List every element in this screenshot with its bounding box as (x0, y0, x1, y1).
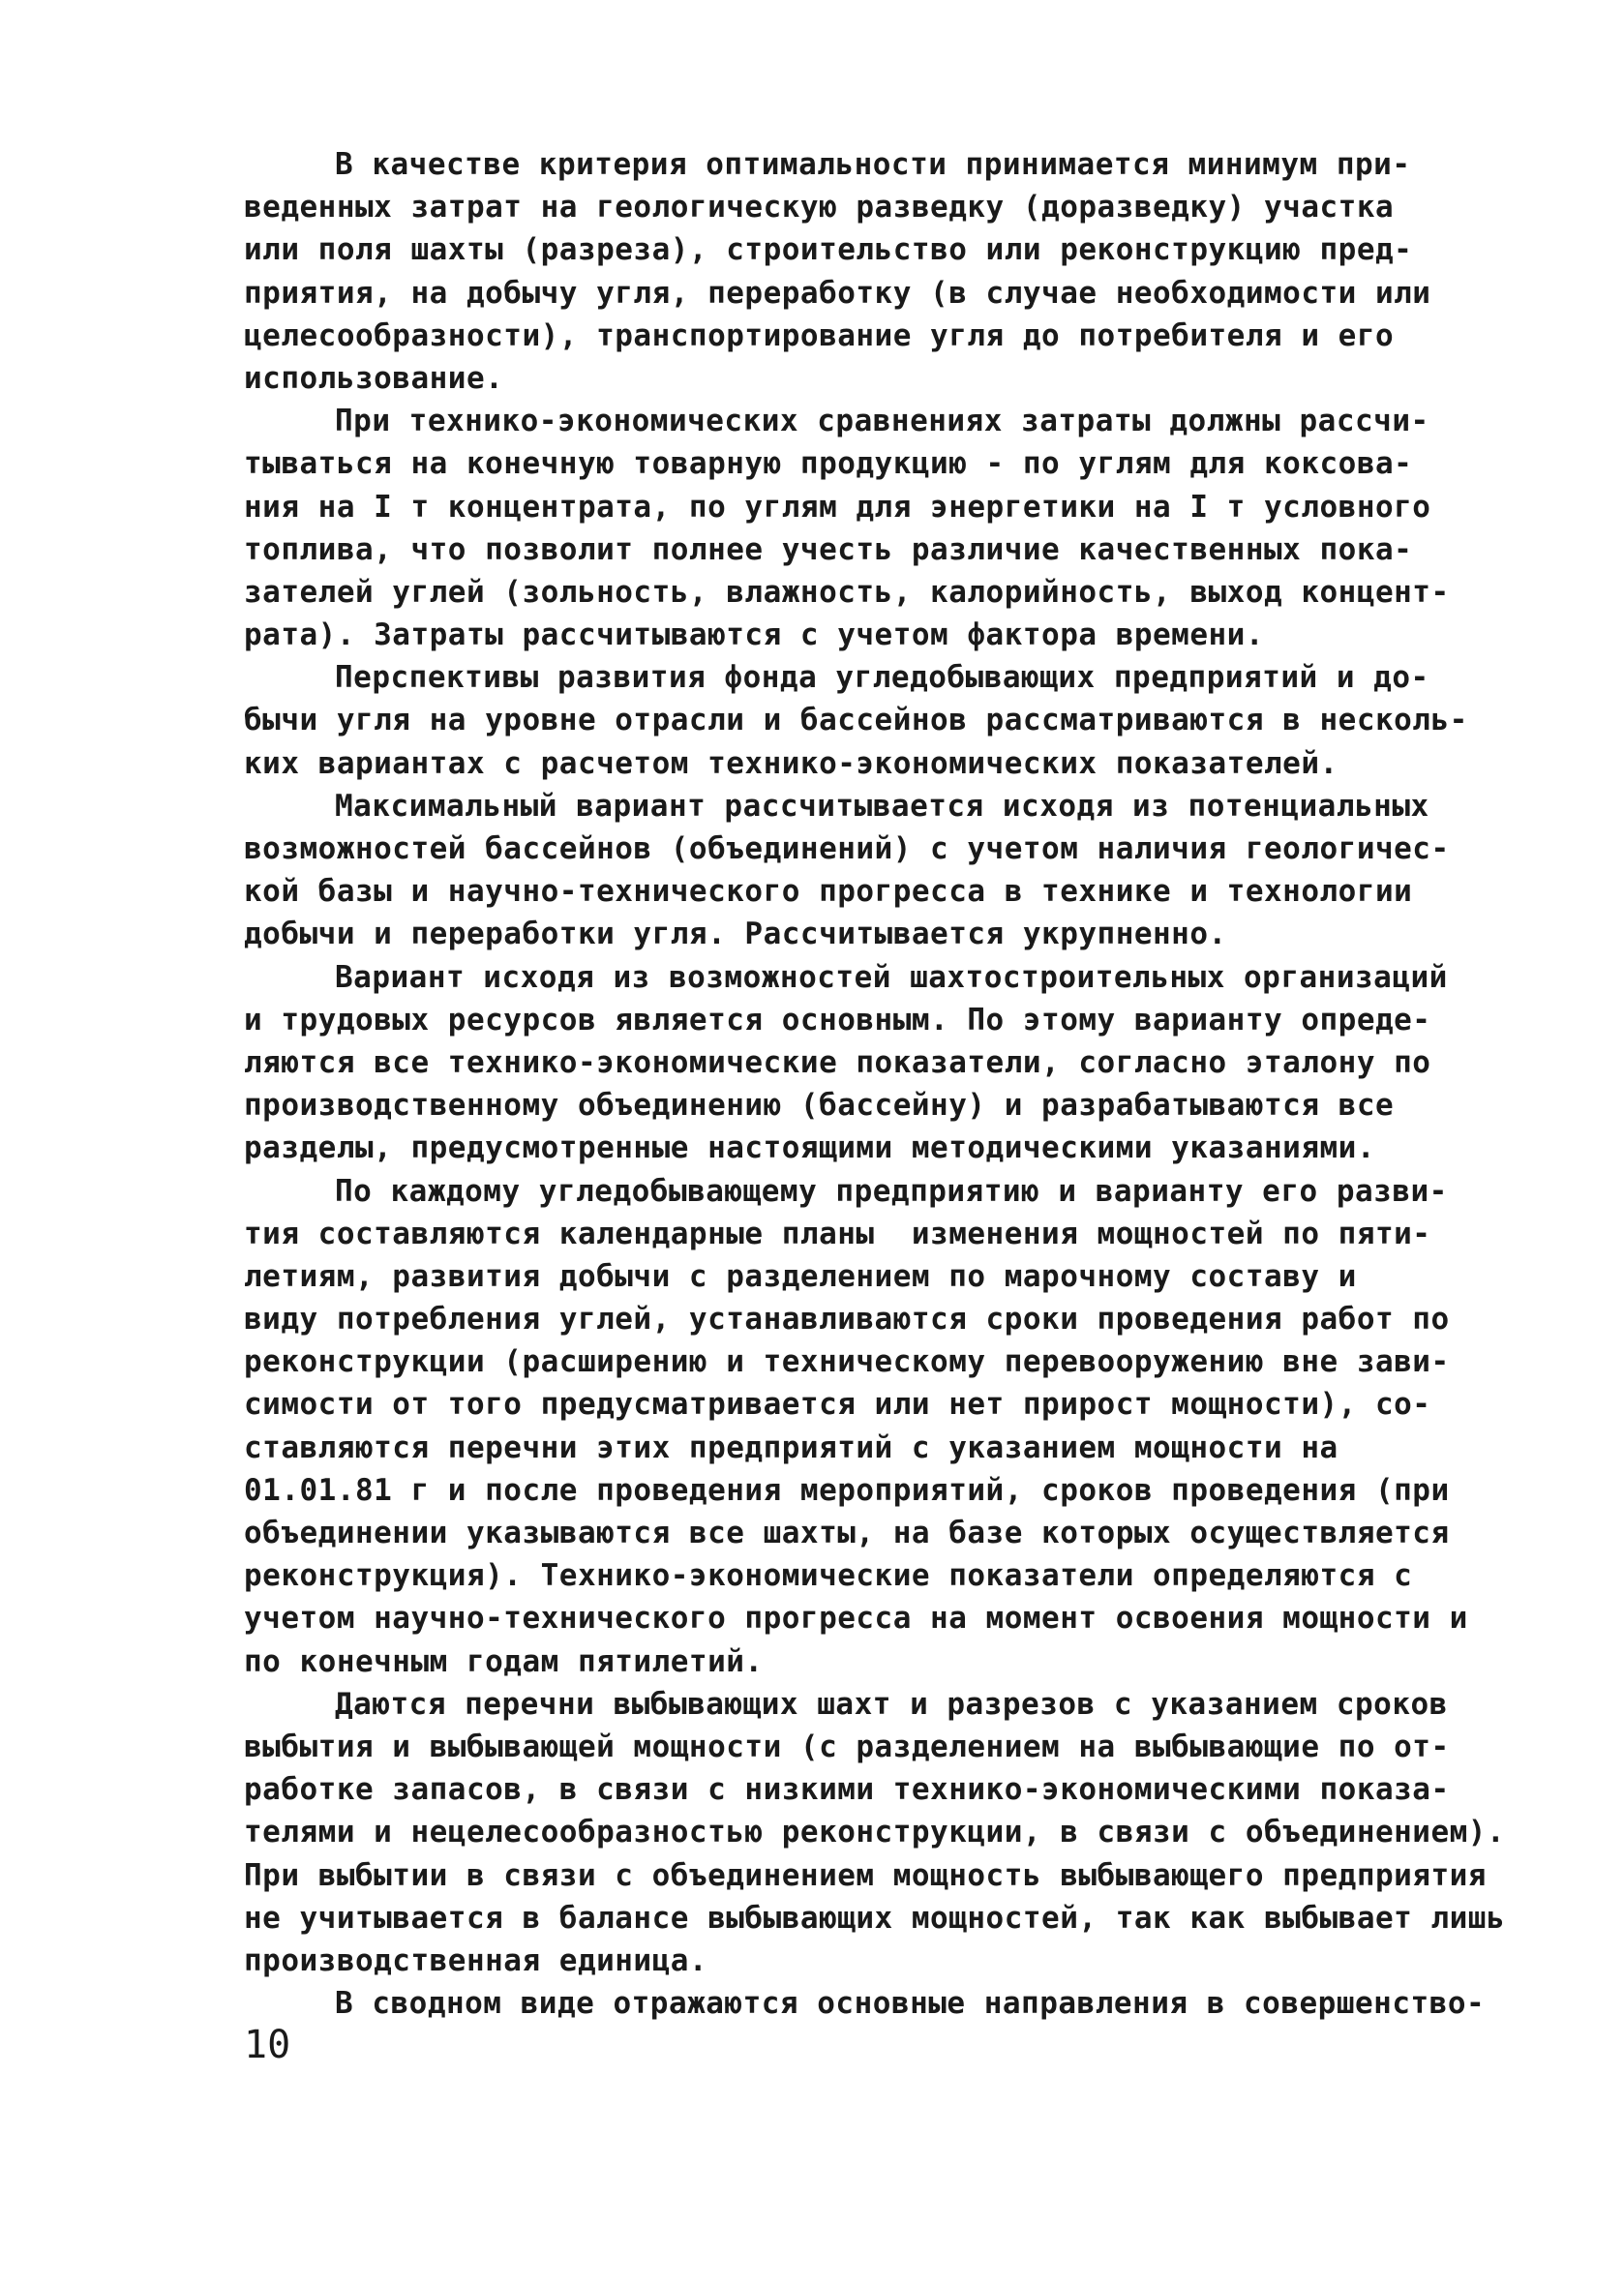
text-line: целесообразности), транспортирование угля до потребителя и его (244, 317, 1395, 353)
text-line: телями и нецелесообразностью реконструкции, в связи с объединением). (244, 1815, 1506, 1850)
text-line: разделы, предусмотренные настоящими методическими указаниями. (244, 1130, 1375, 1166)
text-line: реконструкции (расширению и техническому перевооружению вне зави- (244, 1344, 1450, 1380)
paragraph (244, 656, 1492, 785)
text-line: зателей углей (зольность, влажность, калорийность, выход концент- (244, 574, 1450, 610)
paragraph (244, 785, 1492, 956)
text-line: ния на I т концентрата, по углям для энергетики на I т условного (244, 489, 1431, 525)
text-line: ставляются перечни этих предприятий с указанием мощности на (244, 1429, 1338, 1465)
paragraph (244, 956, 1492, 1170)
text-line: кой базы и научно-технического прогресса в технике и технологии (244, 874, 1413, 910)
paragraph (244, 1683, 1506, 1982)
text-line: возможностей бассейнов (объединений) с учетом наличия геологичес- (244, 831, 1450, 866)
text-line: рата). Затраты рассчитываются с учетом фактора времени. (244, 617, 1264, 653)
text-line: производственному объединению (бассейну) и разрабатываются все (244, 1088, 1395, 1124)
text-line: При выбытии в связи с объединением мощность выбывающего предприятия (244, 1857, 1487, 1893)
text-line: производственная единица. (244, 1942, 708, 1978)
text-line: реконструкция). Технико-экономические показатели определяются с (244, 1558, 1413, 1594)
text-line: 01.01.81 г и после проведения мероприятий, сроков проведения (при (244, 1472, 1450, 1508)
text-line: использование. (244, 360, 504, 396)
text-line: или поля шахты (разреза), строительство или реконструкцию пред- (244, 232, 1413, 268)
text-line: В сводном виде отражаются основные направления в совершенство- (335, 1986, 1486, 2022)
text-line: по конечным годам пятилетий. (244, 1643, 764, 1679)
text-line: работке запасов, в связи с низкими технико-экономическими показа- (244, 1772, 1450, 1808)
text-line: веденных затрат на геологическую разведку (доразведку) участка (244, 190, 1395, 226)
text-line: топлива, что позволит полнее учесть различие качественных пока- (244, 531, 1413, 567)
paragraph (244, 143, 1492, 400)
text-line: Максимальный вариант рассчитывается исходя из потенциальных (335, 788, 1429, 824)
text-line: тия составляются календарные планы изменения мощностей по пяти- (244, 1216, 1431, 1251)
text-line: В качестве критерия оптимальности принимается минимум при- (335, 147, 1411, 182)
text-line: Даются перечни выбывающих шахт и разрезов с указанием сроков (335, 1686, 1448, 1722)
text-line: приятия, на добычу угля, переработку (в случае необходимости или (244, 275, 1431, 311)
document-body (244, 143, 1506, 2025)
text-line: виду потребления углей, устанавливаются сроки проведения работ по (244, 1302, 1450, 1338)
text-line: Вариант исходя из возможностей шахтостроительных организаций (335, 959, 1448, 995)
text-line: учетом научно-технического прогресса на момент освоения мощности и (244, 1601, 1468, 1637)
text-line: По каждому угледобывающему предприятию и варианту его разви- (335, 1173, 1448, 1209)
text-line: ляются все технико-экономические показатели, согласно эталону по (244, 1044, 1431, 1080)
text-line: добычи и переработки угля. Рассчитывается укрупненно. (244, 917, 1227, 952)
text-line: При технико-экономических сравнениях затраты должны рассчи- (335, 404, 1429, 439)
text-line: летиям, развития добычи с разделением по марочному составу и (244, 1258, 1357, 1294)
text-line: ких вариантах с расчетом технико-экономических показателей. (244, 745, 1338, 781)
paragraph (244, 1982, 1492, 2025)
text-line: объединении указываются все шахты, на базе которых осуществляется (244, 1516, 1450, 1550)
paragraph (244, 400, 1492, 656)
text-line: и трудовых ресурсов является основным. По этому варианту опреде- (244, 1002, 1431, 1038)
text-line: Перспективы развития фонда угледобывающих предприятий и до- (335, 660, 1429, 696)
text-line: тываться на конечную товарную продукцию - по углям для коксова- (244, 446, 1413, 482)
text-line: не учитывается в балансе выбывающих мощностей, так как выбывает лишь (244, 1900, 1506, 1936)
text-line: бычи угля на уровне отрасли и бассейнов рассматриваются в несколь- (244, 703, 1468, 738)
text-line: выбытия и выбывающей мощности (с разделением на выбывающие по от- (244, 1729, 1450, 1764)
page-number: 10 (244, 2023, 291, 2067)
text-line: симости от того предусматривается или нет прирост мощности), со- (244, 1387, 1431, 1423)
paragraph (244, 1170, 1492, 1683)
